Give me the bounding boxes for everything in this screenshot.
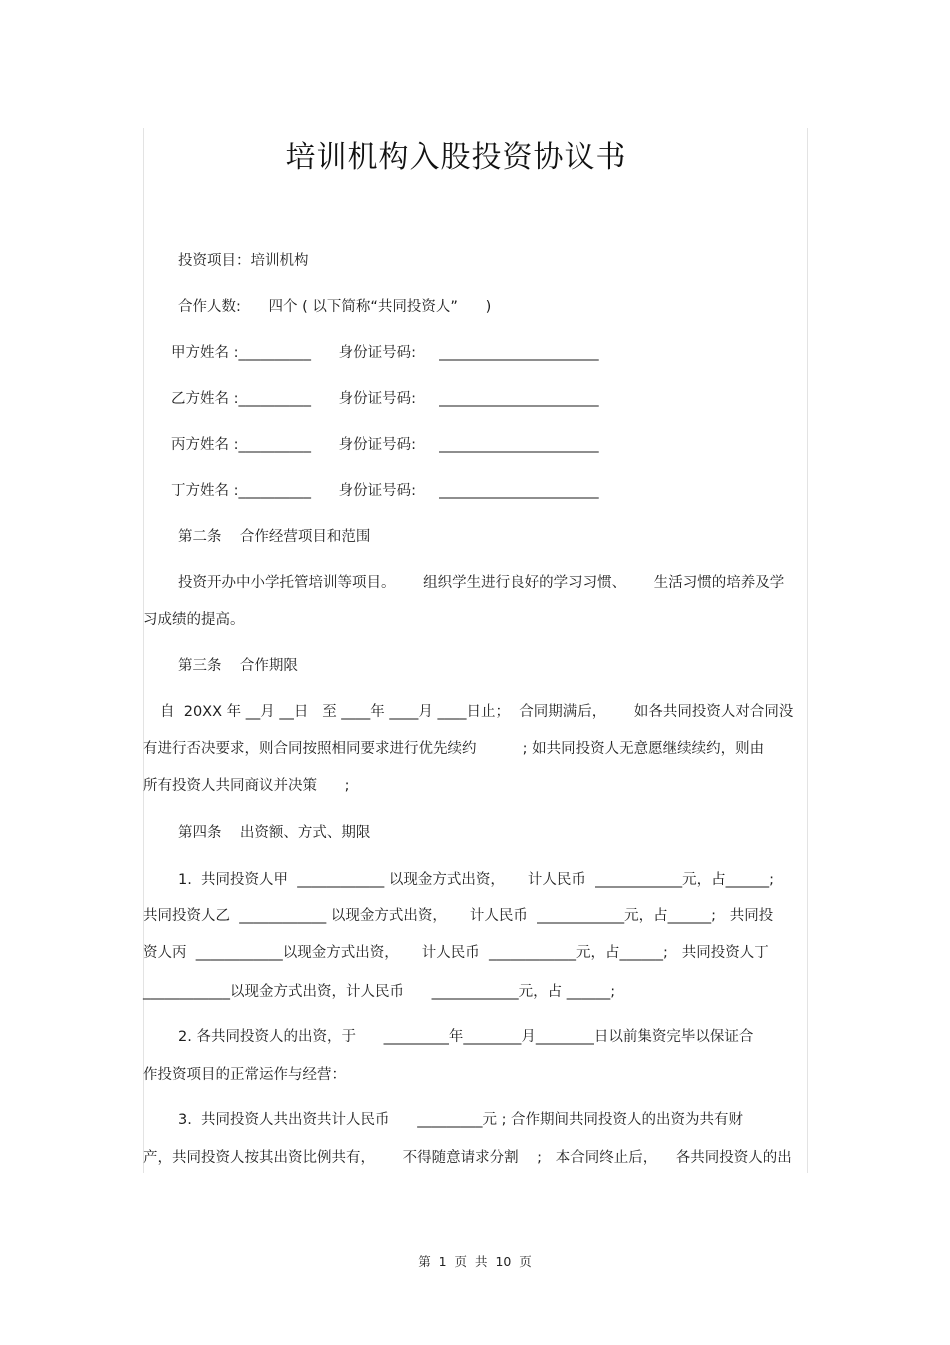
article-4-item-2-line-2: 作投资项目的正常运作与经营： (143, 1067, 346, 1083)
article-4-item-1-line-1: 1. 共同投资人甲 ____________ 以现金方式出资， 计人民币 ____________元，占______; (178, 872, 775, 888)
article-3-body-line-2: 有进行否决要求，则合同按照相同要求进行优先续约 ; 如共同投资人无意愿继续续约，则由 (143, 741, 765, 757)
article-4-item-1-line-2: 共同投资人乙 ____________ 以现金方式出资， 计人民币 ____________元，占______; 共同投 (143, 908, 774, 924)
article-2-body-line-1: 投资开办中小学托管培训等项目。 组织学生进行良好的学习习惯、 生活习惯的培养及学 (178, 575, 785, 591)
party-a-line: 甲方姓名 :__________ 身份证号码: ______________________ (171, 345, 599, 361)
article-2-body-line-2: 习成绩的提高。 (143, 612, 245, 628)
article-4-item-2-line-1: 2. 各共同投资人的出资，于 _________年________月________日以前集资完毕以保证合 (178, 1029, 754, 1045)
party-b-line: 乙方姓名 :__________ 身份证号码: ______________________ (171, 391, 599, 407)
article-4-item-3-line-1: 3. 共同投资人共出资共计人民币 _________元 ; 合作期间共同投资人的出资为共有财 (178, 1112, 744, 1128)
article-3-body-line-1: 自 20XX 年 __月 __日 至 ____年 ____月 ____日止； 合同期满后， 如各共同投资人对合同没 (160, 704, 794, 720)
page-frame (143, 128, 808, 1173)
article-4-item-3-line-2: 产，共同投资人按其出资比例共有， 不得随意请求分割 ; 本合同终止后， 各共同投资人的出 (143, 1150, 792, 1166)
article-4-item-1-line-4: ____________以现金方式出资，计人民币 ____________元，占 ______; (143, 984, 616, 1000)
page-number-footer: 第 1 页 共 10 页 (418, 1254, 532, 1269)
investment-project-line: 投资项目：培训机构 (178, 253, 309, 269)
article-4-heading: 第四条 出资额、方式、期限 (178, 825, 371, 841)
partner-count-line: 合作人数: 四个 ( 以下简称“共同投资人” ) (178, 299, 492, 315)
article-3-heading: 第三条 合作期限 (178, 658, 298, 674)
party-c-line: 丙方姓名 :__________ 身份证号码: ______________________ (171, 437, 599, 453)
article-4-item-1-line-3: 资人丙 ____________以现金方式出资， 计人民币 ____________元，占______; 共同投资人丁 (143, 945, 769, 961)
article-2-heading: 第二条 合作经营项目和范围 (178, 529, 371, 545)
document-title: 培训机构入股投资协议书 (285, 140, 627, 175)
article-3-body-line-3: 所有投资人共同商议并决策 ; (143, 778, 350, 794)
party-d-line: 丁方姓名 :__________ 身份证号码: ______________________ (171, 483, 599, 499)
